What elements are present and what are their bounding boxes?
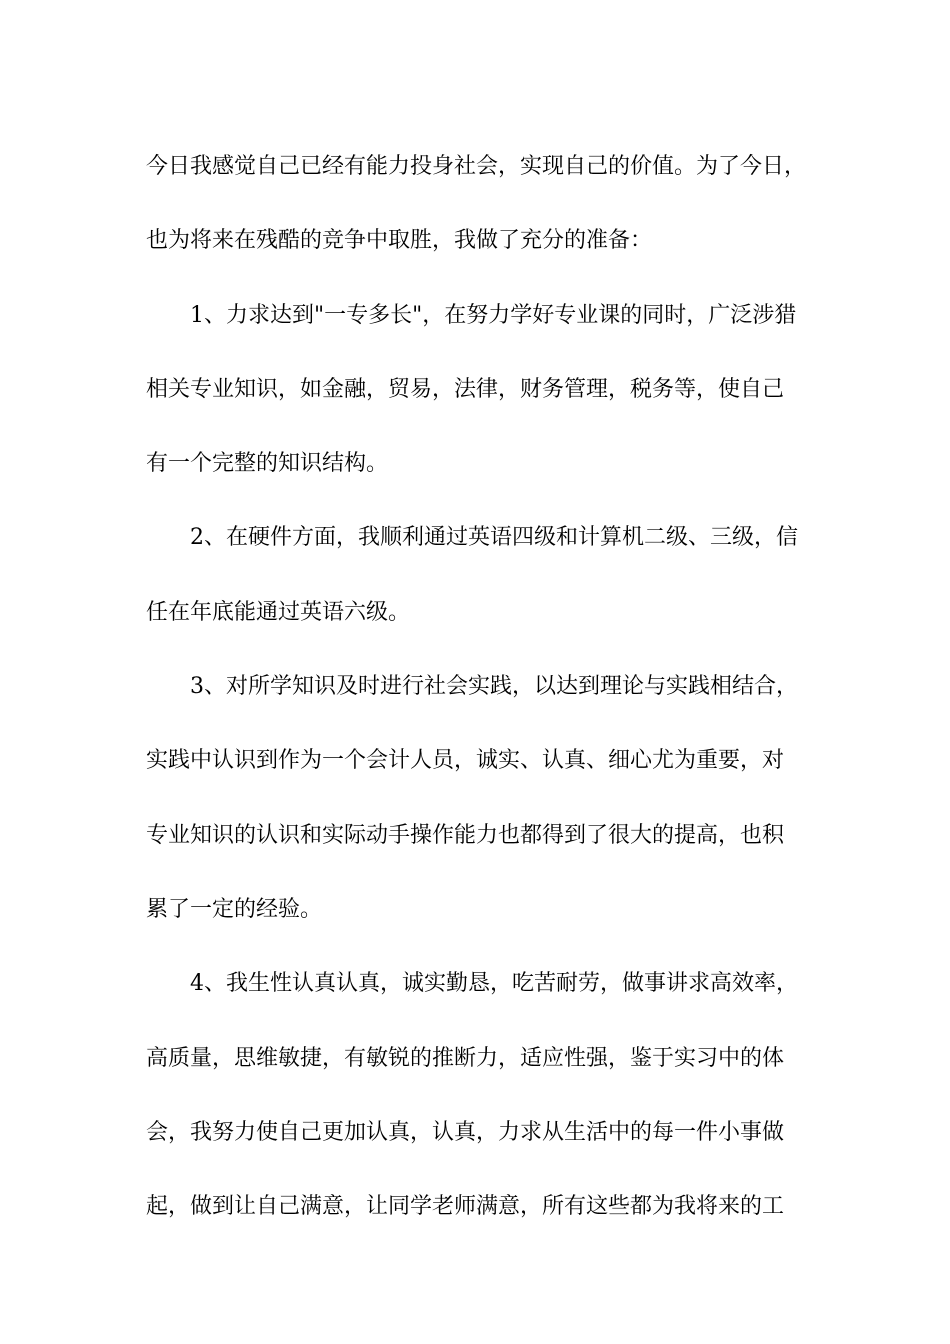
text-line-9: 实践中认识到作为一个会计人员，诚实、认真、细心尤为重要，对 bbox=[146, 748, 785, 774]
text-line-13: 高质量，思维敏捷，有敏锐的推断力，适应性强，鉴于实习中的体 bbox=[146, 1045, 785, 1071]
text-line-6: 2、在硬件方面，我顺利通过英语四级和计算机二级、三级，信 bbox=[190, 525, 798, 551]
text-line-3: 1、力求达到"一专多长"，在努力学好专业课的同时，广泛涉猎 bbox=[190, 302, 797, 328]
text-line-4: 相关专业知识，如金融，贸易，法律，财务管理，税务等，使自己 bbox=[146, 376, 785, 402]
text-line-11: 累了一定的经验。 bbox=[146, 896, 323, 922]
text-line-15: 起，做到让自己满意，让同学老师满意，所有这些都为我将来的工 bbox=[146, 1194, 785, 1220]
document-body bbox=[146, 130, 816, 1244]
text-line-8: 3、对所学知识及时进行社会实践，以达到理论与实践相结合， bbox=[190, 674, 798, 700]
text-line-7: 任在年底能通过英语六级。 bbox=[146, 599, 411, 625]
text-line-1: 今日我感觉自己已经有能力投身社会，实现自己的价值。为了今日， bbox=[146, 154, 807, 179]
text-line-14: 会，我努力使自己更加认真，认真，力求从生活中的每一件小事做 bbox=[146, 1119, 785, 1145]
text-line-5: 有一个完整的知识结构。 bbox=[146, 451, 389, 477]
text-line-12: 4、我生性认真认真，诚实勤恳，吃苦耐劳，做事讲求高效率， bbox=[190, 971, 798, 997]
text-line-2: 也为将来在残酷的竞争中取胜，我做了充分的准备： bbox=[146, 228, 653, 254]
text-line-10: 专业知识的认识和实际动手操作能力也都得到了很大的提高，也积 bbox=[146, 822, 785, 848]
